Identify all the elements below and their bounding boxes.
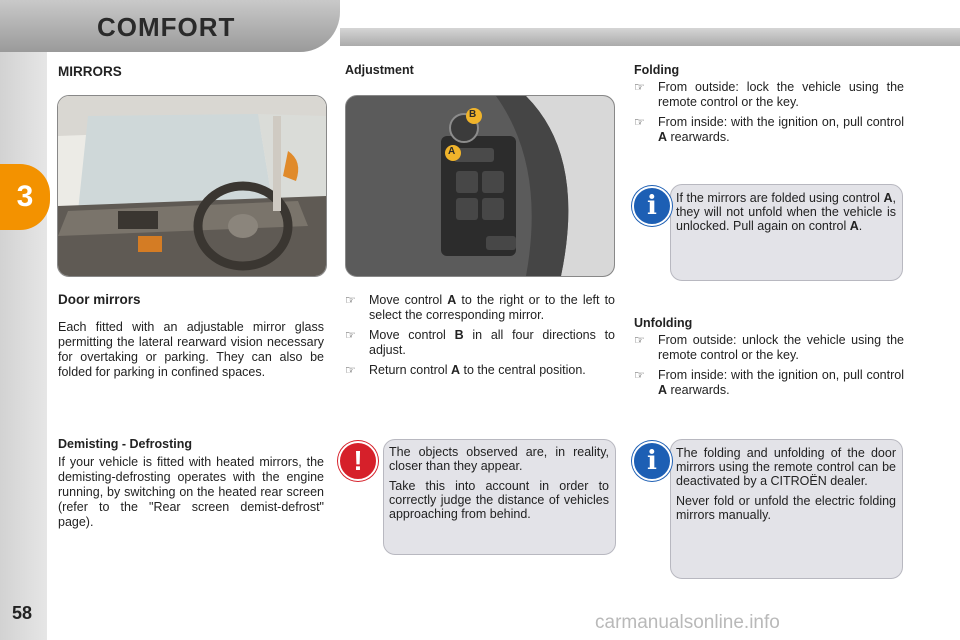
pointing-hand-icon: ☞ (345, 328, 356, 342)
list-item: ☞ Move control A to the right or to the left to select the corresponding mirror. (345, 293, 615, 322)
pointing-hand-icon: ☞ (345, 363, 356, 377)
info-box-2-text: The folding and unfolding of the door mirrors using the remote control can be deactivated by a CITROËN dealer. Never fold or unfold the electric folding mirrors manually. (676, 446, 896, 522)
list-item: ☞ Move control B in all four directions to adjust. (345, 328, 616, 357)
demisting-text: If your vehicle is fitted with heated mirrors, the demisting-defrosting operates with the engine running, by switching on the heated rear screen (refer to the "Rear screen demist-defrost" page). (58, 455, 324, 529)
demisting-title: Demisting - Defrosting (58, 437, 193, 451)
door-mirrors-text: Each fitted with an adjustable mirror glass permitting the lateral rearward vision necessary for overtaking or parking. They can also be folded for parking in confined spaces. (58, 320, 324, 379)
unfolding-title: Unfolding (634, 316, 693, 330)
info-icon: i (632, 186, 672, 226)
warning-icon: ! (338, 441, 378, 481)
page-number: 58 (12, 603, 33, 623)
adjustment-title: Adjustment (345, 63, 414, 77)
info-icon: i (632, 441, 672, 481)
list-item: ☞ From outside: unlock the vehicle using the remote control or the key. (634, 333, 904, 362)
pointing-hand-icon: ☞ (345, 293, 356, 307)
folding-title: Folding (634, 63, 680, 77)
section-title: MIRRORS (58, 64, 122, 79)
list-item: ☞ Return control A to the central position. (345, 363, 586, 377)
dashboard-photo (57, 95, 327, 277)
list-item: ☞ From inside: with the ignition on, pull control A rearwards. (634, 368, 904, 397)
sidebar-strip (0, 52, 47, 640)
door-controls-photo (345, 95, 615, 277)
adjustment-list (345, 293, 615, 383)
list-item: ☞ From outside: lock the vehicle using the remote control or the key. (634, 80, 904, 109)
warning-text: The objects observed are, in reality, closer than they appear. Take this into account in order to correctly judge the distance of vehicles approaching from behind. (389, 445, 609, 521)
list-item: ☞ From inside: with the ignition on, pull control A rearwards. (634, 115, 904, 144)
header-rule (340, 28, 960, 46)
pointing-hand-icon: ☞ (634, 80, 645, 94)
page-header-title: COMFORT (97, 12, 236, 42)
unfolding-list (634, 333, 904, 403)
label-a: A (448, 146, 456, 157)
dashboard-illustration (58, 96, 326, 276)
folding-list (634, 80, 904, 150)
door-mirrors-title: Door mirrors (58, 292, 141, 307)
info-box-1-text: If the mirrors are folded using control A, they will not unfold when the vehicle is unlocked. Pull again on control A. (676, 191, 896, 233)
pointing-hand-icon: ☞ (634, 368, 645, 382)
chapter-tab: 3 (0, 164, 50, 230)
pointing-hand-icon: ☞ (634, 115, 645, 129)
watermark: carmanualsonline.info (595, 612, 780, 633)
pointing-hand-icon: ☞ (634, 333, 645, 347)
door-controls-illustration (346, 96, 614, 276)
label-b: B (469, 109, 477, 120)
